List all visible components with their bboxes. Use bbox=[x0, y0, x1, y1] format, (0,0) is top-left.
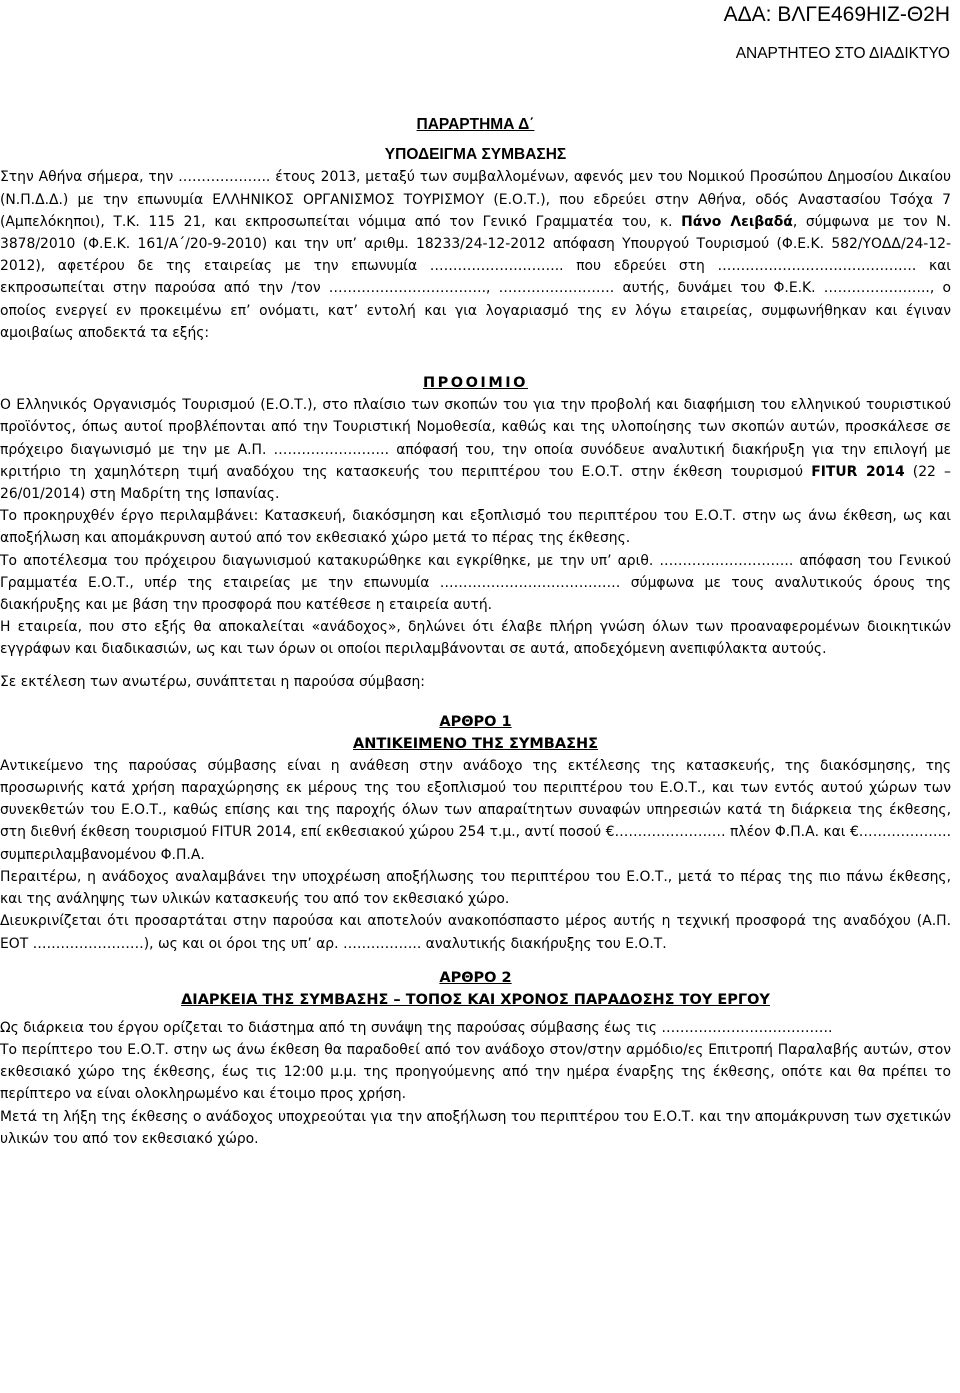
preamble-paragraph-3: Το αποτέλεσμα του πρόχειρου διαγωνισμού κατακυρώθηκε και εγκρίθηκε, με την υπ’ αριθ. ……………………….. απόφαση του Γενικού Γραμματέα Ε.Ο.Τ., υπέρ της εταιρείας με την επωνυμία ………………………………… σύμφωνα με τους αναλυτικούς όρους της διακήρυξης και με βάση την προσφορά που κατέθεσε η εταιρεία αυτή. bbox=[0, 552, 951, 614]
article-1-title: ΑΝΤΙΚΕΙΜΕΝΟ ΤΗΣ ΣΥΜΒΑΣΗΣ bbox=[352, 735, 599, 752]
article-2-number: ΑΡΘΡΟ 2 bbox=[439, 969, 512, 986]
annex-title: ΠΑΡΑΡΤΗΜΑ Δ΄ bbox=[416, 116, 535, 133]
document-body bbox=[0, 114, 951, 1150]
article-1-paragraph-1: Αντικείμενο της παρούσας σύμβασης είναι η ανάθεση στην ανάδοχο της εκτέλεσης της κατασκευής, της διακόσμησης, της προσωρινής κατά χρήση παραχώρησης εκ μέρους της του εξοπλισμού του περιπτέρου του Ε.Ο.Τ., και των εντός αυτού χώρων των συνεκθετών του Ε.Ο.Τ., καθώς επίσης και της παροχής όλων των απαραίτητων συναφών υπηρεσιών κατά τη διάρκεια της έκθεσης, στη διεθνή έκθεση τουρισμού FITUR 2014, επί εκθεσιακού χώρου 254 τ.μ., αντί ποσού €…………………… πλέον Φ.Π.Α. και €……………….. συμπεριλαμβανομένου Φ.Π.Α. bbox=[0, 757, 951, 863]
article-2-title: ΔΙΑΡΚΕΙΑ ΤΗΣ ΣΥΜΒΑΣΗΣ – ΤΟΠΟΣ ΚΑΙ ΧΡΟΝΟΣ ΠΑΡΑΔΟΣΗΣ ΤΟΥ ΕΡΓΟΥ bbox=[181, 991, 770, 1008]
posted-online-note: ΑΝΑΡΤΗΤΕΟ ΣΤΟ ΔΙΑΔΙΚΤΥΟ bbox=[735, 45, 950, 62]
preamble-heading: ΠΡΟΟΙΜΙΟ bbox=[423, 375, 528, 392]
fitur-label: FITUR 2014 bbox=[811, 463, 905, 480]
article-1-paragraph-2: Περαιτέρω, η ανάδοχος αναλαμβάνει την υποχρέωση αποξήλωσης του περιπτέρου του Ε.Ο.Τ., μετά το πέρας της πιο πάνω έκθεσης, και της ανάληψης των υλικών κατασκευής του από τον εκθεσιακό χώρο. bbox=[0, 868, 951, 908]
preamble-paragraph-1: Ο Ελληνικός Οργανισμός Τουρισμού (Ε.Ο.Τ.), στο πλαίσιο των σκοπών του για την προβολή και διαφήμιση του ελληνικού τουριστικού προϊόντος, όπως αυτοί προβλέπονται από την Τουριστική Νομοθεσία, καθώς και της υλοποίησης των σκοπών αυτών, προσκάλεσε σε πρόχειρο διαγωνισμό με την με Α.Π. ……………………. απόφασή του, την οποία συνόδευε αναλυτική διακήρυξη για την επιλογή με κριτήριο τη χαμηλότερη τιμή αναδόχου της κατασκευής του περιπτέρου του Ε.Ο.Τ. στην έκθεση τουρισμού FITUR 2014 (22 – 26/01/2014) στη Μαδρίτη της Ισπανίας. bbox=[0, 397, 951, 503]
secretary-name: Πάνο Λειβαδά bbox=[681, 213, 793, 230]
ada-code: ΑΔΑ: ΒΛΓΕ469ΗΙΖ-Θ2Η bbox=[723, 3, 950, 26]
intro-paragraph: Στην Αθήνα σήμερα, την ……………….. έτους 2013, μεταξύ των συμβαλλομένων, αφενός μεν του Νομικού Προσώπου Δημοσίου Δικαίου (Ν.Π.Δ.Δ.) με την επωνυμία ΕΛΛΗΝΙΚΟΣ ΟΡΓΑΝΙΣΜΟΣ ΤΟΥΡΙΣΜΟΥ (Ε.Ο.Τ.), που εδρεύει στην Αθήνα, οδός Αναστασίου Τσόχα 7 (Αμπελόκηποι), Τ.Κ. 115 21, και εκπροσωπείται νόμιμα από τον Γενικό Γραμματέα του, κ. Πάνο Λειβαδά, σύμφωνα με τον Ν. 3878/2010 (Φ.Ε.Κ. 161/Α΄/20-9-2010) και την υπ’ αριθμ. 18233/24-12-2012 απόφαση Υπουργού Τουρισμού (Φ.Ε.Κ. 582/ΥΟΔΔ/24-12-2012), αφετέρου δε της εταιρείας με την επωνυμία ……………………….. που εδρεύει στη ……………………………………. και εκπροσωπείται στην παρούσα από την /τον ……………………………., ……………………. αυτής, δυνάμει του Φ.Ε.Κ. ………………….., ο οποίος ενεργεί εν προκειμένω επ’ ονόματι, κατ’ εντολή και για λογαριασμό της εν λόγω εταιρείας, συμφωνήθηκαν και έγιναν αμοιβαίως αποδεκτά τα εξής: bbox=[0, 169, 951, 341]
article-1-paragraph-3: Διευκρινίζεται ότι προσαρτάται στην παρούσα και αποτελούν ανακοπόσπαστο μέρος αυτής η τεχνική προσφορά της αναδόχου (Α.Π. ΕΟΤ ……………………), ως και οι όροι της υπ’ αρ. …………….. αναλυτικής διακήρυξης του Ε.Ο.Τ. bbox=[0, 913, 951, 952]
article-2-paragraph-3: Μετά τη λήξη της έκθεσης ο ανάδοχος υποχρεούται για την αποξήλωση του περιπτέρου του Ε.Ο.Τ. και την απομάκρυνση των σχετικών υλικών του από τον εκθεσιακό χώρο. bbox=[0, 1108, 951, 1147]
contract-template-title: ΥΠΟΔΕΙΓΜΑ ΣΥΜΒΑΣΗΣ bbox=[384, 146, 567, 164]
preamble-paragraph-2: Το προκηρυχθέν έργο περιλαμβάνει: Κατασκευή, διακόσμηση και εξοπλισμό του περιπτέρου του Ε.Ο.Τ. στην ως άνω έκθεση, ως και αποξήλωση και απομάκρυνση αυτού από τον εκθεσιακό χώρο μετά το πέρας της έκθεσης. bbox=[0, 508, 951, 547]
article-2-paragraph-2: Το περίπτερο του Ε.Ο.Τ. στην ως άνω έκθεση θα παραδοθεί από τον ανάδοχο στον/στην αρμόδιο/ες Επιτροπή Παραλαβής αυτών, στον εκθεσιακό χώρο της έκθεσης, έως τις 12:00 μ.μ. της προηγούμενης από την ημέρα έναρξης της έκθεσης, οπότε και θα πρέπει το περίπτερο να είναι ολοκληρωμένο και έτοιμο προς χρήση. bbox=[0, 1041, 951, 1103]
preamble-paragraph-5: Σε εκτέλεση των ανωτέρω, συνάπτεται η παρούσα σύμβαση: bbox=[0, 673, 425, 690]
preamble-paragraph-4: Η εταιρεία, που στο εξής θα αποκαλείται «ανάδοχος», δηλώνει ότι έλαβε πλήρη γνώση όλων των προαναφερομένων διοικητικών εγγράφων και διαδικασιών, ως και των όρων οι οποίοι περιλαμβάνονται σε αυτά, αποδεχόμενη ανεπιφύλακτα αυτούς. bbox=[0, 619, 951, 658]
article-2-paragraph-1: Ως διάρκεια του έργου ορίζεται το διάστημα από τη συνάψη της παρούσας σύμβασης έως τις ………………………………. bbox=[0, 1019, 833, 1036]
article-1-number: ΑΡΘΡΟ 1 bbox=[439, 713, 512, 730]
